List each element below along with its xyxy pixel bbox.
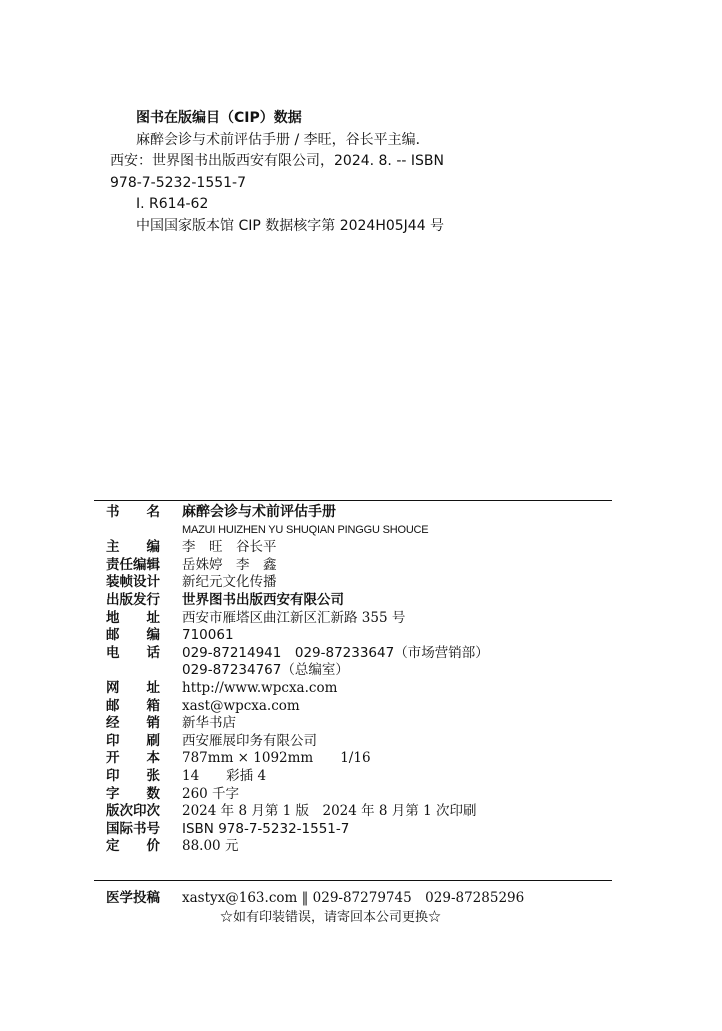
info-value: 88.00 元: [182, 838, 239, 855]
info-label: 印 刷: [106, 732, 160, 749]
info-label: 装帧设计: [106, 574, 160, 591]
medical-submission-label: 医学投稿: [106, 890, 160, 906]
medical-submission: [106, 890, 626, 908]
info-value: 14 彩插 4: [182, 767, 267, 784]
info-row-printer: [106, 733, 606, 751]
info-value: 新纪元文化传播: [182, 574, 277, 591]
info-label: 地 址: [106, 609, 160, 626]
info-row-distributor: [106, 715, 606, 733]
info-row-title: [106, 504, 606, 522]
cip-line-isbn: 978-7-5232-1551-7: [110, 174, 247, 191]
info-value: 西安市雁塔区曲江新区汇新路 355 号: [182, 609, 406, 626]
info-row-postcode: [106, 627, 606, 645]
cip-line-classification: Ⅰ. R614-62: [136, 196, 209, 212]
info-value: http://www.wpcxa.com: [182, 679, 338, 696]
misprint-notice: ☆如有印装错误，请寄回本公司更换☆: [220, 910, 442, 925]
info-row-phone-continued: [106, 662, 606, 680]
info-value: 029-87234767（总编室）: [182, 662, 349, 679]
info-row-isbn: [106, 821, 606, 839]
info-value: xast@wpcxa.com: [182, 697, 300, 714]
info-value: 岳姝婷 李 鑫: [182, 556, 277, 573]
info-label: 电 话: [106, 644, 160, 661]
info-label: 国际书号: [106, 820, 160, 837]
info-value: 世界图书出版西安有限公司: [182, 591, 344, 608]
info-row-sheets: [106, 768, 606, 786]
info-value: ISBN 978-7-5232-1551-7: [182, 820, 350, 837]
medical-submission-value: xastyx@163.com ‖ 029-87279745 029-87285296: [182, 890, 525, 906]
info-value: 029-87214941 029-87233647（市场营销部）: [182, 644, 489, 661]
info-value: 2024 年 8 月第 1 版 2024 年 8 月第 1 次印刷: [182, 803, 477, 820]
info-row-publisher: [106, 592, 606, 610]
info-value: 麻醉会诊与术前评估手册: [182, 504, 336, 520]
info-label: 定 价: [106, 838, 160, 855]
info-row-pinyin: [106, 522, 606, 540]
cip-heading: 图书在版编目（CIP）数据: [136, 110, 302, 126]
info-label: 出版发行: [106, 591, 160, 608]
info-label: 邮 编: [106, 627, 160, 644]
cip-line-publisher: 西安：世界图书出版西安有限公司，2024. 8. -- ISBN: [110, 153, 444, 169]
info-label: 印 张: [106, 767, 160, 784]
info-row-email: [106, 698, 606, 716]
info-label: 字 数: [106, 785, 160, 802]
info-row-phone: [106, 645, 606, 663]
medical-submission-row: [106, 890, 626, 908]
info-row-address: [106, 610, 606, 628]
info-row-format: [106, 750, 606, 768]
info-value: 710061: [182, 627, 234, 644]
info-row-design: [106, 574, 606, 592]
info-value: 新华书店: [182, 715, 236, 732]
info-label: 经 销: [106, 715, 160, 732]
cip-line-title: 麻醉会诊与术前评估手册 / 李旺，谷长平主编．: [136, 131, 430, 148]
info-label: 责任编辑: [106, 556, 160, 573]
info-row-edition: [106, 803, 606, 821]
info-row-price: [106, 838, 606, 856]
info-value: MAZUI HUIZHEN YU SHUQIAN PINGGU SHOUCE: [182, 523, 429, 536]
info-label: 邮 箱: [106, 697, 160, 714]
info-label: 开 本: [106, 750, 160, 767]
info-label: 版次印次: [106, 803, 160, 820]
copyright-info-table: [106, 504, 606, 856]
info-value: 260 千字: [182, 785, 240, 802]
info-label: 主 编: [106, 539, 160, 556]
info-row-responsible-editor: [106, 557, 606, 575]
bottom-divider: [94, 880, 612, 881]
info-label: 书 名: [106, 504, 160, 520]
info-row-website: [106, 680, 606, 698]
info-row-editor: [106, 539, 606, 557]
info-value: 787mm × 1092mm 1/16: [182, 750, 371, 767]
info-row-word-count: [106, 786, 606, 804]
cip-line-record: 中国国家版本馆 CIP 数据核字第 2024H05J44 号: [136, 217, 445, 234]
info-value: 西安雁展印务有限公司: [182, 732, 317, 749]
cip-block: [110, 108, 630, 237]
info-value: 李 旺 谷长平: [182, 539, 277, 556]
top-divider: [94, 500, 612, 501]
info-label: 网 址: [106, 679, 160, 696]
